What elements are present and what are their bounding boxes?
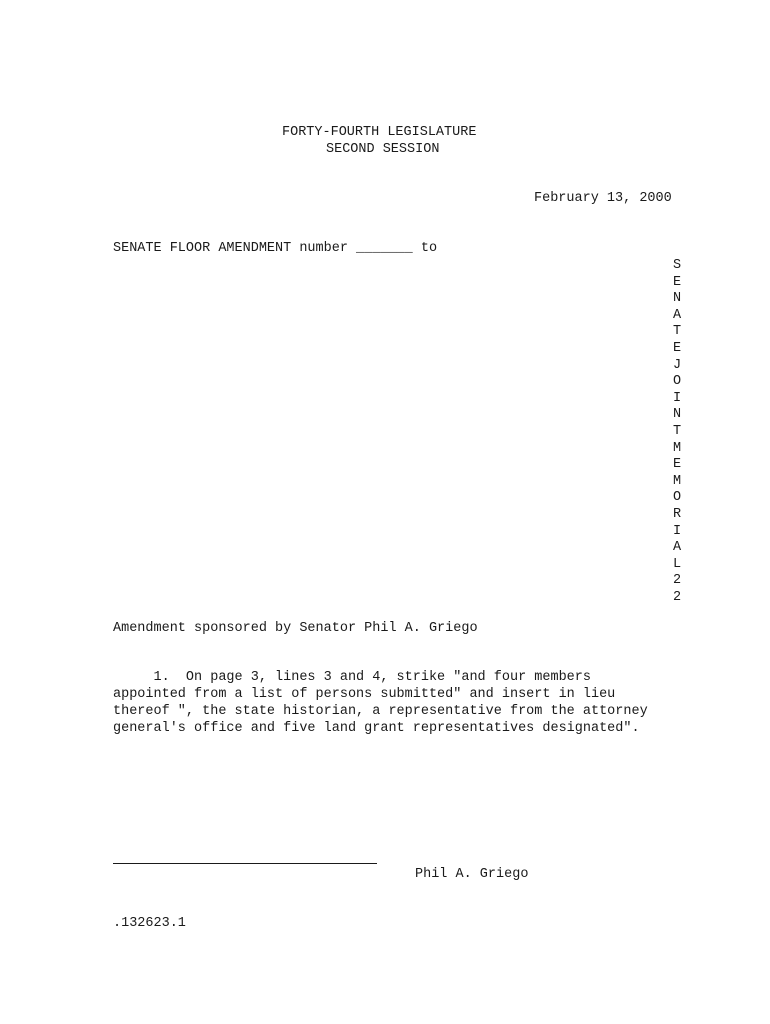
vertical-title-letter: I bbox=[672, 523, 682, 539]
signature-line bbox=[113, 863, 377, 864]
legislature-heading: FORTY-FOURTH LEGISLATURE bbox=[282, 125, 477, 140]
vertical-title-letter: O bbox=[672, 490, 682, 506]
vertical-title-letter: R bbox=[672, 506, 682, 522]
vertical-title-letter: E bbox=[672, 340, 682, 356]
signature-name: Phil A. Griego bbox=[415, 867, 529, 882]
vertical-title-letter: E bbox=[672, 274, 682, 290]
amendment-number-line: SENATE FLOOR AMENDMENT number _______ to bbox=[113, 241, 438, 256]
vertical-title-letter: I bbox=[672, 390, 682, 406]
vertical-bill-title bbox=[671, 258, 683, 606]
vertical-title-letter: E bbox=[672, 457, 682, 473]
vertical-title-letter: N bbox=[672, 291, 682, 307]
vertical-title-letter: M bbox=[672, 473, 682, 489]
paragraph-line: appointed from a list of persons submitted" and insert in lieu bbox=[113, 687, 616, 702]
vertical-title-letter: 2 bbox=[672, 573, 682, 589]
session-heading: SECOND SESSION bbox=[326, 142, 440, 157]
vertical-title-letter: A bbox=[672, 540, 682, 556]
vertical-title-letter: L bbox=[672, 556, 682, 572]
sponsor-line: Amendment sponsored by Senator Phil A. Griego bbox=[113, 621, 478, 636]
document-date: February 13, 2000 bbox=[534, 191, 672, 206]
vertical-title-letter: T bbox=[672, 324, 682, 340]
vertical-title-letter: S bbox=[672, 258, 682, 273]
paragraph-line: 1. On page 3, lines 3 and 4, strike "and four members bbox=[113, 670, 591, 685]
vertical-title-letter: M bbox=[672, 440, 682, 456]
vertical-title-letter: O bbox=[672, 374, 682, 390]
paragraph-line: thereof ", the state historian, a representative from the attorney bbox=[113, 704, 648, 719]
document-code: .132623.1 bbox=[113, 916, 186, 931]
vertical-title-letter: 2 bbox=[672, 589, 682, 605]
paragraph-line: general's office and five land grant representatives designated". bbox=[113, 721, 640, 736]
amendment-paragraph bbox=[113, 669, 693, 737]
vertical-title-letter: J bbox=[672, 357, 682, 373]
vertical-title-letter: N bbox=[672, 407, 682, 423]
vertical-title-letter: A bbox=[672, 307, 682, 323]
vertical-title-letter: T bbox=[672, 423, 682, 439]
